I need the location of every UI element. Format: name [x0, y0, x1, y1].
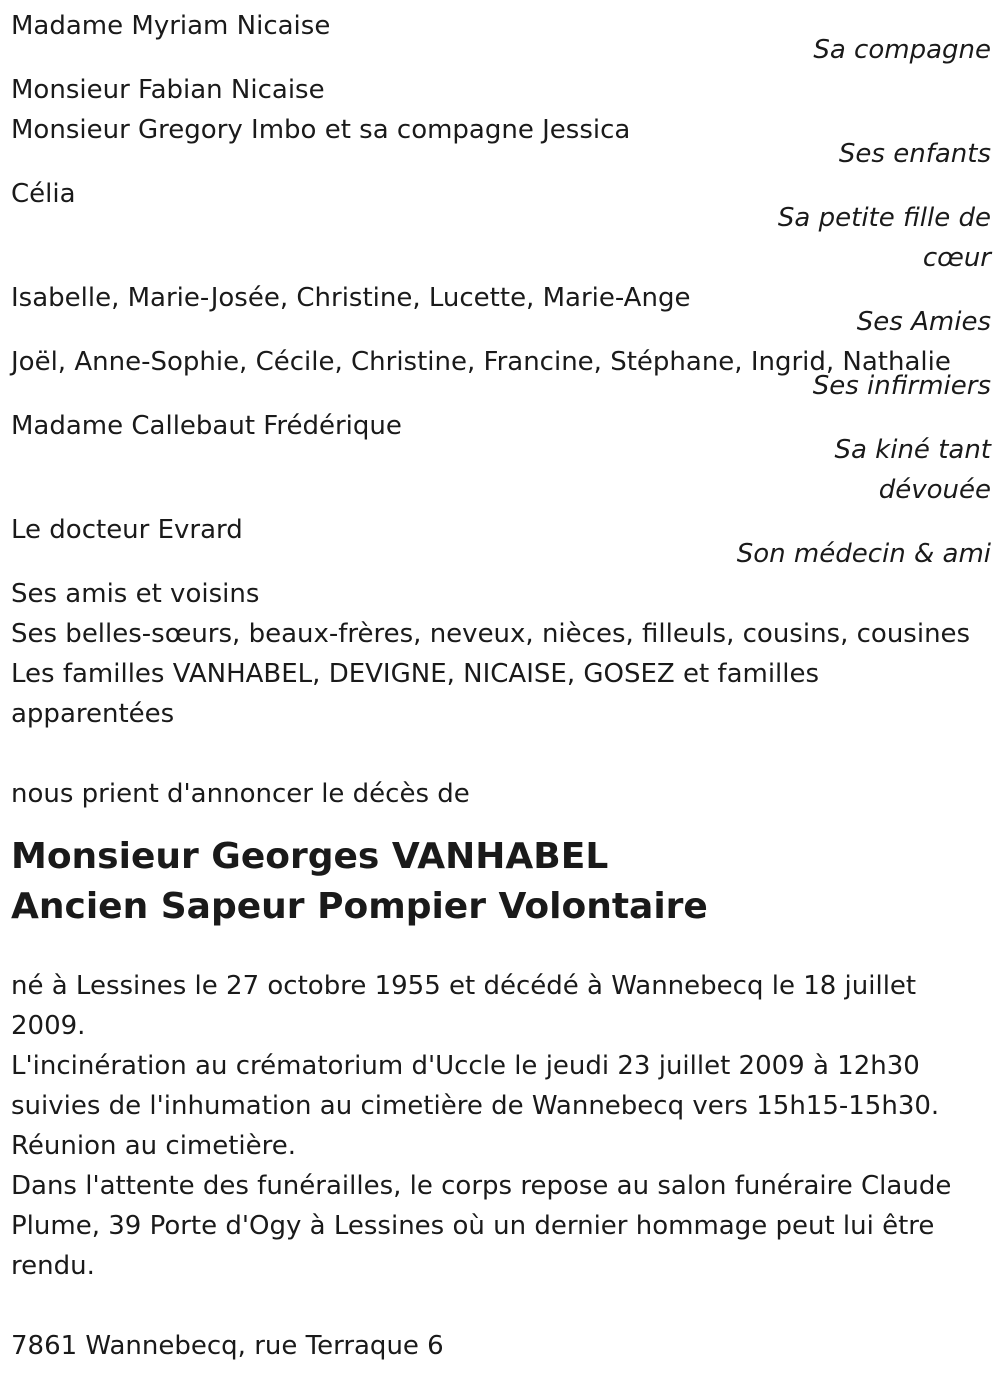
- details-line: Dans l'attente des funérailles, le corps repose au salon funéraire Claude: [11, 1171, 952, 1201]
- other-mourners-line: Ses belles-sœurs, beaux-frères, neveux, nièces, filleuls, cousins, cousines: [11, 619, 971, 649]
- family-relation: [11, 198, 991, 278]
- deceased-block: [11, 832, 991, 932]
- relation-line: Ses Amies: [856, 307, 991, 337]
- family-name: Le docteur Evrard: [11, 515, 243, 545]
- family-group: [11, 406, 991, 510]
- details-line: 2009.: [11, 1011, 86, 1041]
- details-line: né à Lessines le 27 octobre 1955 et décédé à Wannebecq le 18 juillet: [11, 971, 917, 1001]
- family-name: Monsieur Gregory Imbo et sa compagne Jessica: [11, 115, 631, 145]
- family-group: [11, 342, 991, 406]
- relation-line: cœur: [922, 243, 991, 273]
- family-group: [11, 510, 991, 574]
- details-line: Plume, 39 Porte d'Ogy à Lessines où un dernier hommage peut lui être: [11, 1211, 935, 1241]
- family-name: Isabelle, Marie-Josée, Christine, Lucette, Marie-Ange: [11, 283, 691, 313]
- other-mourners: [11, 574, 991, 734]
- spacer: [11, 734, 991, 774]
- details-line: Réunion au cimetière.: [11, 1131, 297, 1161]
- family-group: [11, 174, 991, 278]
- relation-line: Sa compagne: [813, 35, 991, 65]
- other-mourners-line: apparentées: [11, 699, 175, 729]
- family-group: [11, 278, 991, 342]
- family-name: Madame Callebaut Frédérique: [11, 411, 402, 441]
- relation-line: Ses infirmiers: [812, 371, 991, 401]
- relation-line: Sa petite fille de: [777, 203, 991, 233]
- announcement: nous prient d'annoncer le décès de: [11, 779, 470, 809]
- family-name: Madame Myriam Nicaise: [11, 11, 331, 41]
- deceased-title: Ancien Sapeur Pompier Volontaire: [11, 886, 708, 927]
- family-name: Joël, Anne-Sophie, Cécile, Christine, Francine, Stéphane, Ingrid, Nathalie: [11, 347, 951, 377]
- family-name: Monsieur Fabian Nicaise: [11, 75, 325, 105]
- funeral-details: [11, 966, 991, 1286]
- deceased-name: Monsieur Georges VANHABEL: [11, 836, 609, 877]
- family-group: [11, 70, 991, 174]
- other-mourners-line: Les familles VANHABEL, DEVIGNE, NICAISE, GOSEZ et familles: [11, 659, 820, 689]
- relation-line: Ses enfants: [838, 139, 991, 169]
- details-line: L'incinération au crématorium d'Uccle le jeudi 23 juillet 2009 à 12h30: [11, 1051, 920, 1081]
- obituary-document: [11, 6, 991, 1366]
- details-line: suivies de l'inhumation au cimetière de Wannebecq vers 15h15-15h30.: [11, 1091, 940, 1121]
- family-address: 7861 Wannebecq, rue Terraque 6: [11, 1331, 444, 1361]
- other-mourners-line: Ses amis et voisins: [11, 579, 260, 609]
- relation-line: Son médecin & ami: [736, 539, 991, 569]
- details-line: rendu.: [11, 1251, 95, 1281]
- family-group: [11, 6, 991, 70]
- family-name: Célia: [11, 179, 76, 209]
- relation-line: Sa kiné tant: [834, 435, 991, 465]
- relation-line: dévouée: [878, 475, 991, 505]
